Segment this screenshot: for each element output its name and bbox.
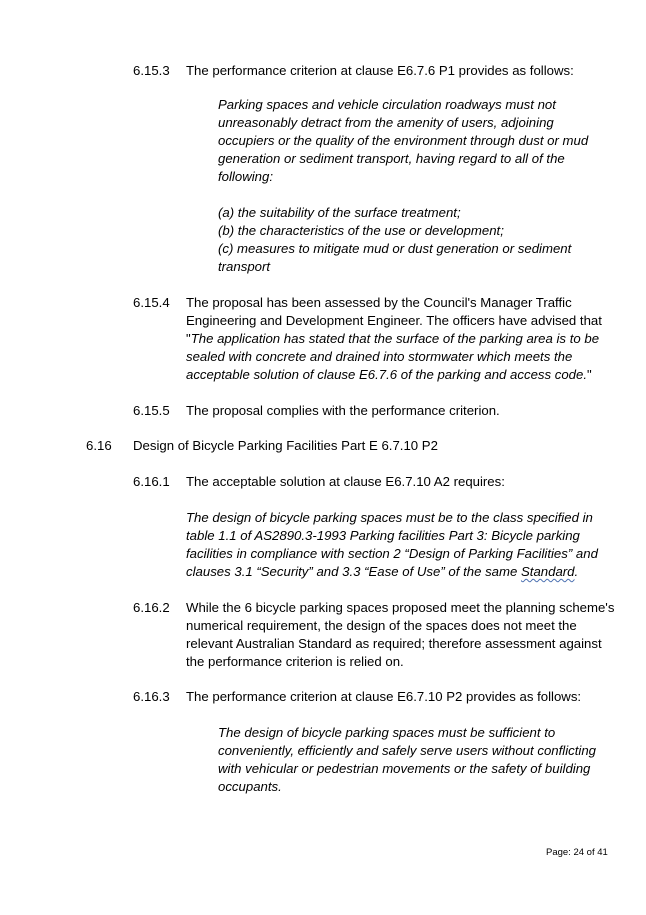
quote-list-item: transport — [218, 259, 271, 274]
quote-e6710-a2 — [186, 509, 598, 581]
paragraph-line — [186, 330, 602, 348]
quote-line: unreasonably detract from the amenity of users, adjoining — [218, 115, 554, 130]
spellcheck-underlined-word: Standard — [520, 564, 575, 579]
paragraph-line: Engineering and Development Engineer. The officers have advised that — [186, 313, 602, 328]
paragraph-line: numerical requirement, the design of the spaces does not meet the — [186, 618, 577, 633]
quote-list-item: (a) the suitability of the surface treatment; — [218, 205, 461, 220]
section-heading-6-16: Design of Bicycle Parking Facilities Part E 6.7.10 P2 — [133, 438, 438, 453]
clause-text-6-16-2 — [186, 599, 614, 671]
page-number: Page: 24 of 41 — [546, 847, 608, 858]
quote-line: conveniently, efficiently and safely serve users without conflicting — [218, 743, 596, 758]
clause-number-6-15-5: 6.15.5 — [133, 403, 170, 418]
quote-line: occupiers or the quality of the environment through dust or mud — [218, 133, 589, 148]
clause-text-6-16-1: The acceptable solution at clause E6.7.10 A2 requires: — [186, 474, 505, 489]
paragraph-line: sealed with concrete and drained into stormwater which meets the — [186, 349, 573, 364]
quoted-advice: The application has stated that the surface of the parking area is to be — [190, 331, 600, 346]
quote-line: occupants. — [218, 779, 282, 794]
quote-line: The design of bicycle parking spaces must be to the class specified in — [186, 510, 593, 525]
quote-text: . — [574, 564, 579, 579]
paragraph-line: the performance criterion is relied on. — [186, 654, 404, 669]
paragraph-line: The proposal has been assessed by the Council's Manager Traffic — [186, 295, 572, 310]
quote-line: generation or sediment transport, having regard to all of the — [218, 151, 565, 166]
quote-line: following: — [218, 169, 273, 184]
clause-number-6-16-1: 6.16.1 — [133, 474, 170, 489]
open-quote: " — [186, 331, 191, 346]
clause-text-6-15-4 — [186, 294, 602, 384]
quote-e676-p1 — [218, 96, 588, 186]
clause-number-6-16-3: 6.16.3 — [133, 689, 170, 704]
quote-line: Parking spaces and vehicle circulation roadways must not — [218, 97, 556, 112]
paragraph-line: While the 6 bicycle parking spaces proposed meet the planning scheme's — [186, 600, 615, 615]
clause-number-6-16-2: 6.16.2 — [133, 600, 170, 615]
clause-text-6-15-3: The performance criterion at clause E6.7.6 P1 provides as follows: — [186, 63, 574, 78]
quote-list-item: (b) the characteristics of the use or development; — [218, 223, 504, 238]
quote-text: clauses 3.1 “Security” and 3.3 “Ease of Use” of the same — [186, 564, 521, 579]
clause-text-6-15-5: The proposal complies with the performance criterion. — [186, 403, 500, 418]
clause-number-6-15-4: 6.15.4 — [133, 295, 170, 310]
clause-text-6-16-3: The performance criterion at clause E6.7.10 P2 provides as follows: — [186, 689, 582, 704]
quote-line: facilities in compliance with section 2 “Design of Parking Facilities” and — [186, 546, 598, 561]
quote-line: table 1.1 of AS2890.3-1993 Parking facilities Part 3: Bicycle parking — [186, 528, 580, 543]
quoted-advice: acceptable solution of clause E6.7.6 of the parking and access code. — [186, 367, 588, 382]
paragraph-line — [186, 366, 602, 384]
close-quote: " — [587, 367, 592, 382]
section-number-6-16: 6.16 — [86, 438, 112, 453]
paragraph-line: relevant Australian Standard as required; therefore assessment against — [186, 636, 602, 651]
quote-line: The design of bicycle parking spaces must be sufficient to — [218, 725, 556, 740]
quote-line — [186, 563, 598, 581]
quote-list-e676-p1 — [218, 204, 571, 276]
quote-e6710-p2 — [218, 724, 596, 796]
quote-list-item: (c) measures to mitigate mud or dust generation or sediment — [218, 241, 572, 256]
clause-number-6-15-3: 6.15.3 — [133, 63, 170, 78]
quote-line: with vehicular or pedestrian movements or the safety of building — [218, 761, 591, 776]
